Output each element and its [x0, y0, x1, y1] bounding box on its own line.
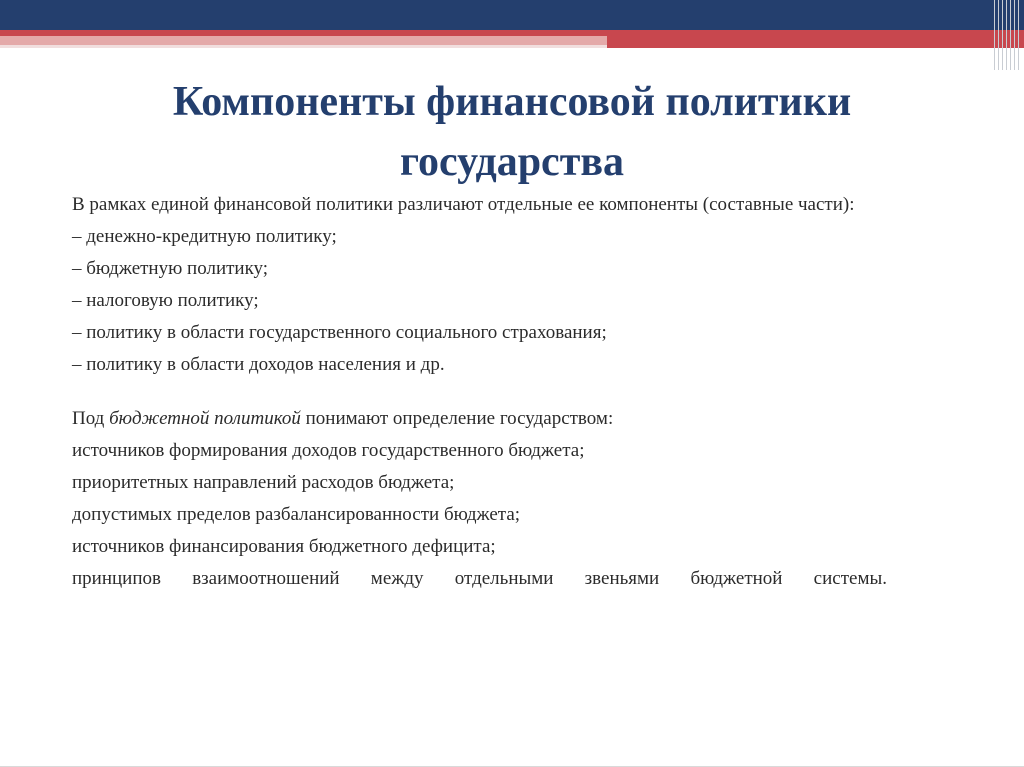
spacer [72, 377, 967, 407]
component-item: – политику в области доходов населения и др. [72, 354, 445, 375]
budget-item: допустимых пределов разбалансированности бюджета; [72, 504, 521, 525]
budget-item: источников формирования доходов государственного бюджета; [72, 440, 585, 461]
slide-body [72, 193, 967, 591]
budget-definition [72, 407, 967, 431]
intro-paragraph: В рамках единой финансовой политики различают отдельные ее компоненты (составные части): [72, 194, 855, 215]
component-item: – политику в области государственного социального страхования; [72, 322, 607, 343]
slide-title-line-2: государства [399, 139, 625, 185]
budget-item: принципов взаимоотношений между отдельными звеньями бюджетной системы. [72, 568, 887, 589]
header-band-red-right [607, 36, 1024, 48]
slide-title [0, 72, 1024, 192]
budget-definition-emphasis: бюджетной политикой [109, 408, 301, 429]
header-band-navy [0, 0, 1024, 30]
budget-definition-prefix: Под [72, 408, 110, 429]
component-item: – налоговую политику; [72, 290, 259, 311]
budget-definition-suffix: понимают определение государством: [300, 408, 614, 429]
budget-item: приоритетных направлений расходов бюджета; [72, 472, 455, 493]
corner-decoration [990, 0, 1024, 70]
slide-title-line-1: Компоненты финансовой политики [172, 79, 852, 125]
component-item: – бюджетную политику; [72, 258, 269, 279]
header-band-light [0, 45, 607, 48]
budget-item: источников финансирования бюджетного дефицита; [72, 536, 496, 557]
component-item: – денежно-кредитную политику; [72, 226, 337, 247]
